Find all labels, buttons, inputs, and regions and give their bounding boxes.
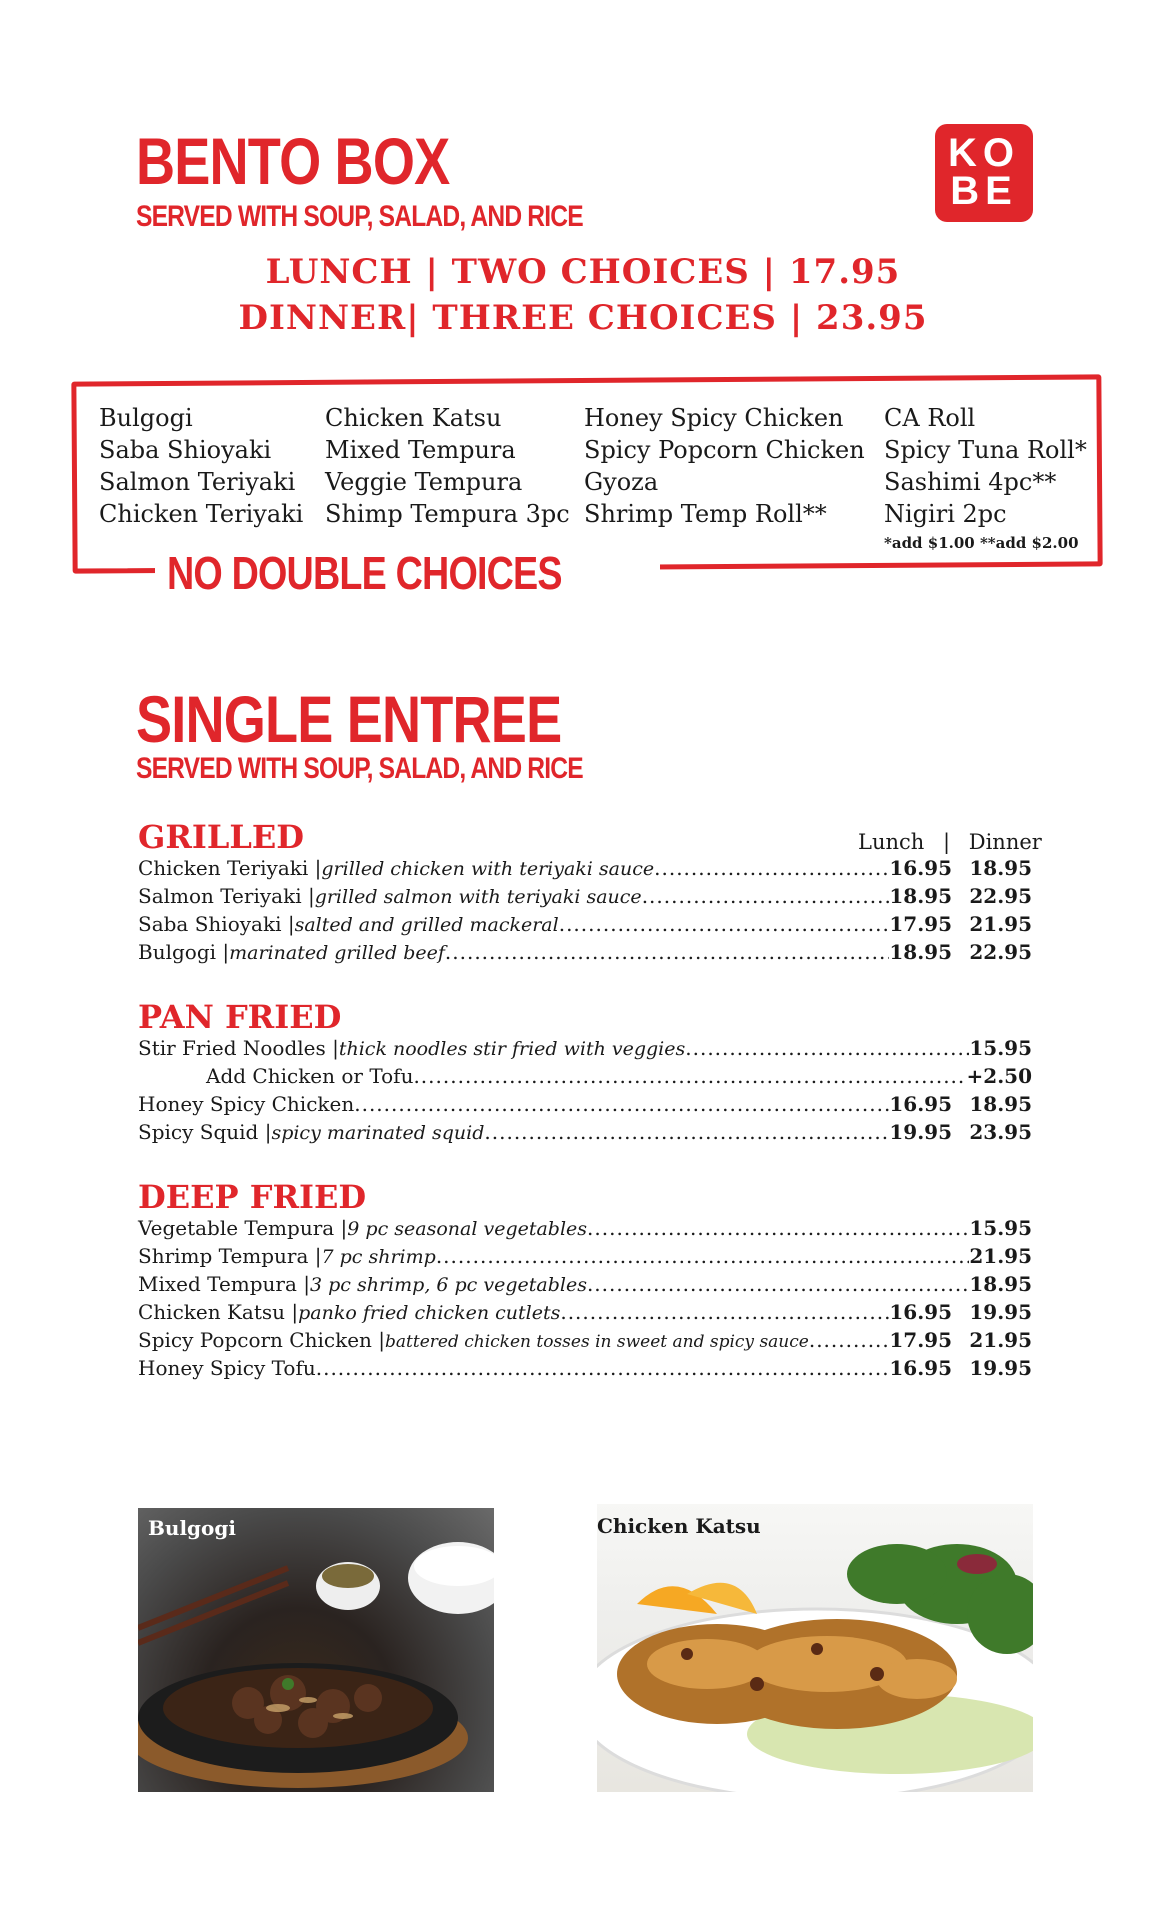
lunch-price: 18.95: [889, 884, 952, 908]
item-name: Stir Fried Noodles |: [138, 1036, 339, 1060]
item-name: Spicy Squid |: [138, 1120, 272, 1144]
item-name: Salmon Teriyaki |: [138, 884, 315, 908]
bulgogi-caption: Bulgogi: [148, 1516, 236, 1540]
no-double-text: NO DOUBLE CHOICES: [167, 547, 562, 599]
choice-item: Spicy Popcorn Chicken: [584, 436, 865, 464]
dinner-price: 21.95: [969, 912, 1032, 936]
item-description: grilled salmon with teriyaki sauce: [314, 886, 642, 908]
choice-item: Sashimi 4pc**: [884, 468, 1057, 496]
dinner-price: 22.95: [969, 884, 1032, 908]
bento-dinner-price: DINNER| THREE CHOICES | 23.95: [238, 298, 928, 338]
menu-row: [138, 1326, 1032, 1354]
dinner-price: 21.95: [969, 1328, 1032, 1352]
grilled-heading: GRILLED: [138, 818, 305, 856]
dinner-price: 19.95: [969, 1356, 1032, 1380]
choices-column-1: [99, 402, 303, 530]
deep-fried-heading: DEEP FRIED: [138, 1178, 367, 1216]
choice-item: Gyoza: [584, 468, 659, 496]
lunch-price: 16.95: [889, 1356, 952, 1380]
column-separator: |: [942, 830, 951, 854]
bulgogi-photo: [138, 1508, 494, 1792]
lunch-column-header: Lunch: [858, 830, 925, 854]
choice-item: Nigiri 2pc: [884, 500, 1007, 528]
bento-box-title: BENTO BOX: [136, 124, 450, 198]
choices-column-4: [884, 402, 1087, 530]
item-name: Spicy Popcorn Chicken |: [138, 1328, 386, 1352]
choice-item: Veggie Tempura: [325, 468, 523, 496]
lunch-price: 17.95: [889, 912, 952, 936]
item-description: salted and grilled mackeral: [294, 914, 559, 936]
choices-column-3: [584, 402, 865, 530]
menu-row: [138, 910, 1032, 938]
item-name: Chicken Teriyaki |: [138, 856, 322, 880]
item-name: Saba Shioyaki |: [138, 912, 295, 936]
logo-line-2: BE: [950, 169, 1018, 213]
menu-row: [138, 1034, 1032, 1062]
price: 18.95: [969, 1272, 1032, 1296]
menu-row: [138, 1118, 1032, 1146]
item-description: grilled chicken with teriyaki sauce: [321, 858, 655, 880]
no-double-choices-label: [155, 548, 660, 598]
chicken-katsu-illustration: [597, 1504, 1033, 1792]
chicken-katsu-photo: [597, 1504, 1033, 1792]
choice-item: Shrimp Temp Roll**: [584, 500, 827, 528]
item-name: Vegetable Tempura |: [138, 1216, 348, 1240]
menu-row: [138, 1090, 1032, 1118]
menu-row: [138, 1354, 1032, 1382]
pan-fried-heading: PAN FRIED: [138, 998, 342, 1036]
menu-row: [138, 1214, 1032, 1242]
choice-item: Chicken Katsu: [325, 404, 502, 432]
dinner-price: 22.95: [969, 940, 1032, 964]
bulgogi-illustration: [138, 1508, 494, 1792]
menu-row: [138, 938, 1032, 966]
item-name: Add Chicken or Tofu: [206, 1064, 414, 1088]
chicken-katsu-caption: Chicken Katsu: [597, 1514, 761, 1538]
choice-item: Saba Shioyaki: [99, 436, 272, 464]
item-description: marinated grilled beef: [229, 942, 445, 964]
menu-row: [138, 882, 1032, 910]
choice-item: CA Roll: [884, 404, 976, 432]
single-entree-title: SINGLE ENTREE: [136, 682, 562, 756]
menu-row: [138, 1270, 1032, 1298]
item-description: spicy marinated squid: [271, 1122, 485, 1144]
price: 15.95: [969, 1036, 1032, 1060]
choice-item: Salmon Teriyaki: [99, 468, 296, 496]
lunch-price: 19.95: [889, 1120, 952, 1144]
price: 15.95: [969, 1216, 1032, 1240]
lunch-price: 17.95: [889, 1328, 952, 1352]
menu-row: [138, 1242, 1032, 1270]
choice-item: Bulgogi: [99, 404, 193, 432]
item-name: Shrimp Tempura |: [138, 1244, 322, 1268]
choices-upcharge-note: *add $1.00 **add $2.00: [884, 534, 1079, 552]
lunch-price: 16.95: [889, 856, 952, 880]
choice-item: Mixed Tempura: [325, 436, 516, 464]
price-column-headers: [858, 830, 1042, 854]
lunch-price: 18.95: [889, 940, 952, 964]
choice-item: Chicken Teriyaki: [99, 500, 304, 528]
dinner-price: 18.95: [969, 1092, 1032, 1116]
dinner-price: 19.95: [969, 1300, 1032, 1324]
item-name: Bulgogi |: [138, 940, 230, 964]
item-description: 3 pc shrimp, 6 pc vegetables: [310, 1274, 587, 1296]
item-description: 7 pc shrimp: [321, 1246, 436, 1268]
item-name: Mixed Tempura |: [138, 1272, 311, 1296]
item-description: panko fried chicken cutlets: [298, 1302, 561, 1324]
lunch-price: 16.95: [889, 1092, 952, 1116]
item-name: Honey Spicy Tofu: [138, 1356, 316, 1380]
dinner-column-header: Dinner: [968, 830, 1042, 854]
choice-item: Spicy Tuna Roll*: [884, 436, 1087, 464]
menu-row: [206, 1062, 1032, 1090]
logo-line-1: KO: [948, 131, 1020, 175]
dinner-price: 18.95: [969, 856, 1032, 880]
choice-item: Shimp Tempura 3pc: [325, 500, 570, 528]
item-description: thick noodles stir fried with veggies: [338, 1038, 686, 1060]
choice-item: Honey Spicy Chicken: [584, 404, 844, 432]
item-name: Chicken Katsu |: [138, 1300, 299, 1324]
price: +2.50: [966, 1064, 1032, 1088]
menu-row: [138, 1298, 1032, 1326]
item-description: battered chicken tosses in sweet and spicy sauce: [385, 1332, 809, 1352]
bento-lunch-price: LUNCH | TWO CHOICES | 17.95: [265, 252, 901, 292]
single-entree-subtitle: SERVED WITH SOUP, SALAD, AND RICE: [136, 752, 583, 785]
kobe-logo: [935, 124, 1033, 222]
item-name: Honey Spicy Chicken: [138, 1092, 355, 1116]
dinner-price: 23.95: [969, 1120, 1032, 1144]
choices-column-2: [325, 402, 570, 530]
bento-box-subtitle: SERVED WITH SOUP, SALAD, AND RICE: [136, 200, 583, 233]
price: 21.95: [969, 1244, 1032, 1268]
lunch-price: 16.95: [889, 1300, 952, 1324]
menu-row: [138, 854, 1032, 882]
item-description: 9 pc seasonal vegetables: [347, 1218, 588, 1240]
